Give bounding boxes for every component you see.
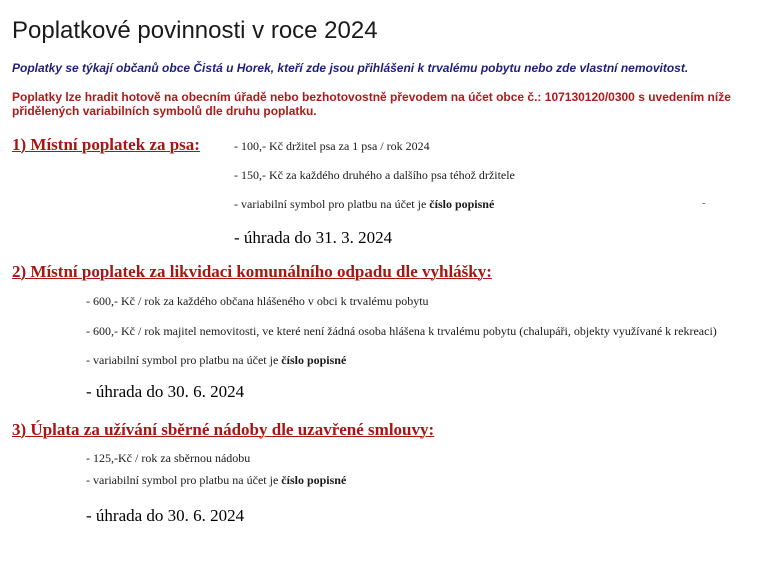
- section-2-due-date: - úhrada do 30. 6. 2024: [86, 382, 245, 401]
- section-3-variable-symbol: [86, 473, 346, 488]
- section-2-item-2: - 600,- Kč / rok majitel nemovitosti, ve které není žádná osoba hlášena k trvalému pobytu (chalupáři, objekty využívané k rekreaci): [86, 324, 717, 338]
- section-1-item-2: - 150,- Kč za každého druhého a dalšího psa téhož držitele: [234, 168, 515, 182]
- vs-prefix: - variabilní symbol pro platbu na účet je: [86, 473, 282, 487]
- section-1-item-1: - 100,- Kč držitel psa za 1 psa / rok 2024: [234, 139, 430, 153]
- section-1-due-date: - úhrada do 31. 3. 2024: [234, 228, 393, 247]
- section-1-variable-symbol: [234, 197, 494, 212]
- vs-house-number: číslo popisné: [429, 197, 495, 211]
- section-2-variable-symbol: [86, 353, 346, 368]
- vs-house-number: číslo popisné: [281, 353, 347, 367]
- section-2-item-1: - 600,- Kč / rok za každého občana hlášeného v obci k trvalému pobytu: [86, 294, 429, 308]
- intro-payment-note: Poplatky lze hradit hotově na obecním úřadě nebo bezhotovostně převodem na účet obce č.: 107130120/0300 s uvedením níže přidělených variabilních symbolů dle druhu poplatku.: [12, 90, 731, 118]
- section-3-due-date: - úhrada do 30. 6. 2024: [86, 506, 245, 525]
- vs-prefix: - variabilní symbol pro platbu na účet je: [86, 353, 282, 367]
- section-3-item-1: - 125,-Kč / rok za sběrnou nádobu: [86, 451, 251, 465]
- vs-house-number: číslo popisné: [281, 473, 347, 487]
- section-2-heading: 2) Místní poplatek za likvidaci komunálního odpadu dle vyhlášky:: [12, 262, 492, 281]
- section-1-heading: 1) Místní poplatek za psa:: [12, 135, 200, 154]
- intro-residents-note: Poplatky se týkají občanů obce Čistá u Horek, kteří zde jsou přihlášeni k trvalému pobytu nebo zde vlastní nemovitost.: [12, 61, 689, 75]
- vs-prefix: - variabilní symbol pro platbu na účet je: [234, 197, 430, 211]
- stray-dash: -: [702, 197, 706, 209]
- section-3-heading: 3) Úplata za užívání sběrné nádoby dle uzavřené smlouvy:: [12, 420, 435, 439]
- page-title: Poplatkové povinnosti v roce 2024: [12, 17, 378, 44]
